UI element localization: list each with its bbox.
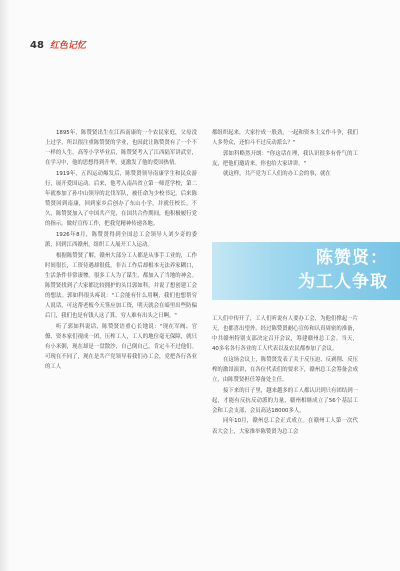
- paragraph: 同年10月，赣州总工会正式成立。在赣州工人第一次代表大会上，大家推举陈赞贤为总工会: [212, 418, 358, 435]
- paragraph: 就这样，共产党为工人们的办工会的事，就在: [223, 171, 331, 178]
- paragraph: 1926年8月，陈赞贤得到全国总工会领导人刘少奇的委派，回到江西赣州，组织工人展开工人运动。: [45, 231, 197, 249]
- paragraph: 听了郭如科说话，陈赞贤语重心长地说："现在军阀、官僚、资本家们视成一团，压榨工人，工人的地位毫无保障，就只有小米粥，现在却是一盘散沙，自己倒自己，肯定斗不过他们。可现在不同了，现在是共产党领导着我们办工会，党把各行各业的工人: [45, 323, 197, 371]
- paragraph: 工人们中传开了，工人们听说有人要办工会，为他们撑起一片天，也都喜出望外。经过陈赞贤耐心宣传和认真周密的准备，中共赣州特别支部决定召开会议，筹建赣州总工会。当天，40多名各行各业的工人代表以及农民都参加了会议。: [212, 316, 358, 353]
- article-title: [238, 246, 388, 294]
- paragraph: 根据陈赞贤了解，赣州大部分工人都是从事手工业的，工作时间很长，工资待遇却很低，非吉工作后却根本无法养家糊口，生活条件非常凄惨。很多工人为了谋生，都加入了当地的神会。陈赞贤找到了大家都比较拥护的头目郭如科，并说了想创建工会的想法。郭如科很头疼说："工会能有什么用啊，我们也想帮穷人说话，可这帮老板今天签应加工资，明天就会在暗里出些防偏后门，我们也是有钱人这了算，穷人难有出头之日啊。": [45, 252, 197, 320]
- paragraph: 郭如科略然开朗："你这话在理，我认识很多有骨气的工友，把他们邀请来，你也给大家讲讲。": [212, 150, 358, 167]
- right-column-bottom: [212, 314, 358, 437]
- page-number: 48: [30, 40, 44, 51]
- paragraph: 都组织起来，大家拧成一股劲，一起和资本主义作斗争，我们人多势众，还怕斗不过反动派么？": [212, 130, 358, 147]
- article-title-line-1: 陈赞贤：: [316, 248, 388, 268]
- article-title-banner: [212, 242, 400, 300]
- page-header: [30, 38, 86, 51]
- paragraph: 接下来的日子里，越来越多的工人都认识到只有团结到一起，才能有反抗反动派的力量，赣州相继成立了56个基层工会和工会支部，会员高达18000多人。: [212, 387, 358, 414]
- paragraph: 1895年，陈赞贤出生在江西南康的一个农民家庭，父母没上过学，所以很注重陈赞贤的学业，也因此让陈赞贤有了一个不一样的人生。高等小学毕业后，陈赞贤考入了江西陆军讲武堂，在学习中，他的思想得到升华，更激发了他的爱国热情。: [45, 130, 197, 167]
- article-title-line-2: 为工人争取: [298, 272, 388, 292]
- binding-shadow: [0, 0, 10, 571]
- paragraph: 1919年，五四运动爆发后，陈赞贤领导南康学生和民众游行，展开爱国运动。后来，他考入南昌省立第一师范学校，第二年就参加了孙中山领导的北伐军队，被任命为少校书记。后来陈赞贤回到南康，回到家乡后创办了东山小学，并就任校长。不久，陈赞贤加入了中国共产党，在国共合作期间，他积极履行党的指示，做好宣传工作，把我党精神传递各地。: [45, 170, 197, 228]
- section-title: 红色记忆: [49, 41, 86, 51]
- paragraph: 在这场会议上，陈赞贤发表了关于反压迫、反剥削、反压榨的激昂演讲，在各位代表们的要求下，赣州总工会筹备会成立，由陈赞贤担任筹备处主任。: [212, 356, 358, 384]
- left-column: [45, 128, 197, 373]
- right-column-top: [212, 128, 358, 180]
